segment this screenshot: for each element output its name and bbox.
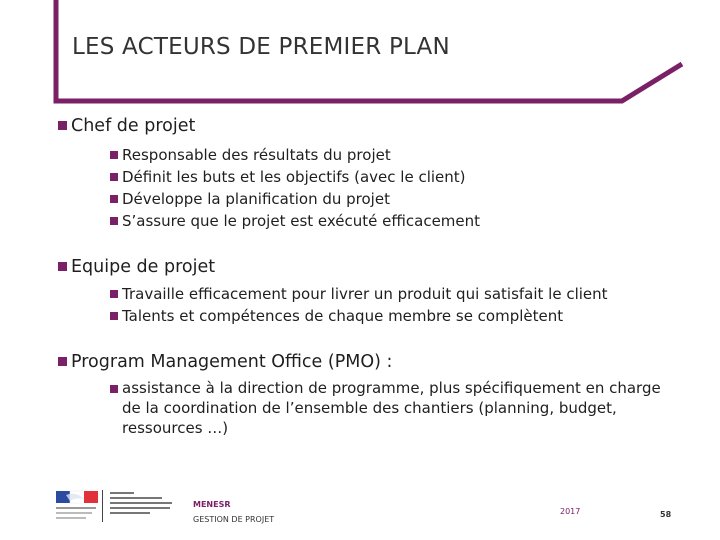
bullet-square-icon — [110, 385, 118, 393]
section-heading — [58, 257, 608, 277]
list-item — [110, 144, 480, 166]
ministry-logo — [52, 487, 184, 525]
section-heading — [58, 116, 480, 136]
bullet-square-icon — [58, 262, 67, 271]
bullet-square-icon — [110, 195, 118, 203]
section-pmo — [58, 352, 698, 438]
bullet-square-icon — [110, 312, 118, 320]
footer-org: MENESR — [193, 500, 231, 509]
list-item — [110, 166, 480, 188]
section-heading-text: Chef de projet — [71, 116, 196, 136]
list-item — [110, 188, 480, 210]
list-item-text: Travaille efficacement pour livrer un produit qui satisfait le client — [122, 285, 608, 303]
section-heading-text: Equipe de projet — [71, 257, 216, 277]
section-equipe-de-projet — [58, 257, 608, 327]
page-number: 58 — [660, 510, 672, 519]
bullet-square-icon — [110, 217, 118, 225]
page-title: LES ACTEURS DE PREMIER PLAN — [72, 34, 450, 60]
bullet-square-icon — [110, 173, 118, 181]
bullet-square-icon — [110, 290, 118, 298]
bullet-square-icon — [58, 121, 67, 130]
bullet-square-icon — [110, 151, 118, 159]
bullet-square-icon — [58, 357, 67, 366]
section-chef-de-projet — [58, 116, 480, 232]
list-item-text: Responsable des résultats du projet — [122, 146, 391, 164]
list-item — [110, 305, 608, 327]
section-heading — [58, 352, 698, 372]
list-item-text: Talents et compétences de chaque membre se complètent — [122, 307, 564, 325]
list-item — [110, 283, 608, 305]
list-item-text: assistance à la direction de programme, plus spécifiquement en charge de la coordination de l’ensemble des chantiers (planning, budget, ressources …) — [122, 379, 661, 437]
list-item — [110, 210, 480, 232]
section-heading-text: Program Management Office (PMO) : — [71, 352, 393, 372]
footer-left — [193, 500, 274, 524]
footer-subtitle: GESTION DE PROJET — [193, 515, 275, 524]
list-item-text: Définit les buts et les objectifs (avec le client) — [122, 168, 466, 186]
list-item — [110, 378, 698, 438]
footer-year: 2017 — [560, 507, 581, 516]
list-item-text: Développe la planification du projet — [122, 190, 390, 208]
list-item-text: S’assure que le projet est exécuté efficacement — [122, 212, 481, 230]
